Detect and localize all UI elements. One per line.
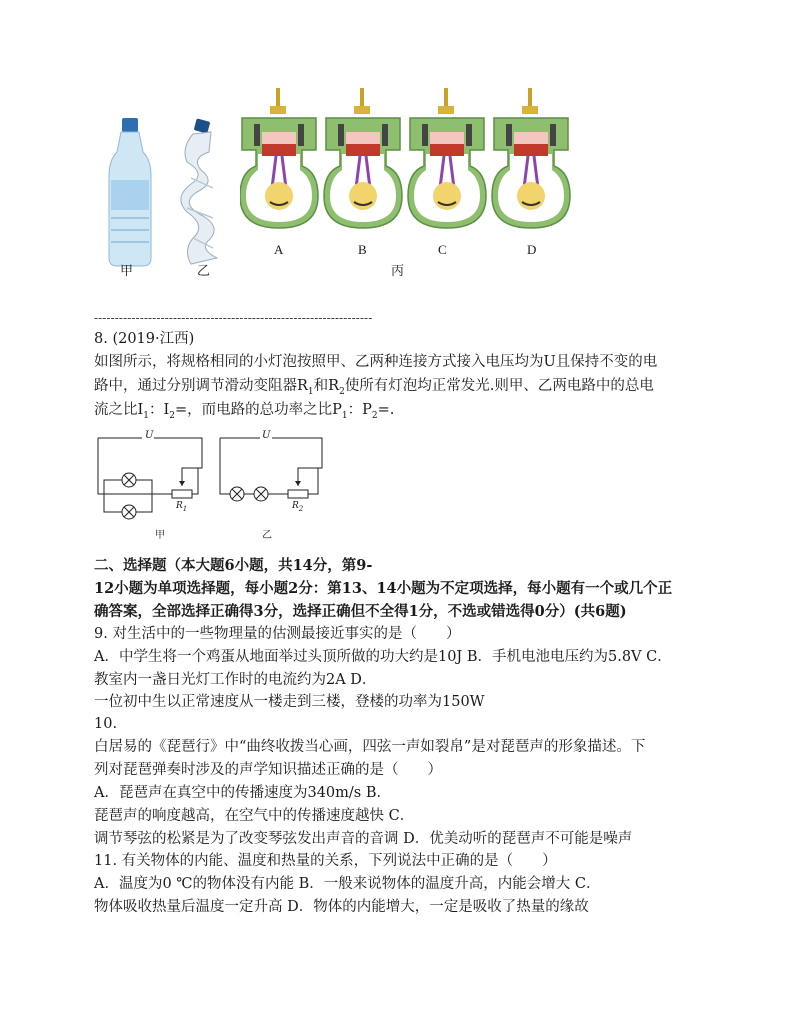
q8-line3-sub1: 1 bbox=[143, 410, 149, 421]
circuit-yi-r-label bbox=[292, 501, 303, 513]
q8-line3 bbox=[94, 398, 394, 428]
q8-line2-sub2: 2 bbox=[339, 386, 345, 397]
circuit-yi-r-sub: 2 bbox=[298, 504, 304, 513]
q8-line2-sub1: 1 bbox=[307, 386, 314, 397]
circuit-jia bbox=[94, 428, 206, 544]
caption-jia: 甲 bbox=[120, 263, 134, 278]
circuit-jia-r-label bbox=[176, 501, 187, 513]
q8-line3-d: ：P bbox=[347, 402, 372, 418]
q11-line3: 物体吸收热量后温度一定升高 D．物体的内能增大，一定是吸收了热量的缘故 bbox=[94, 899, 589, 915]
q8-line3-b: ：I bbox=[148, 402, 170, 418]
caption-yi: 乙 bbox=[197, 263, 211, 278]
section2-line3: 确答案，全部选择正确得3分，选择正确但不全得1分，不选或错选得0分）(共6题) bbox=[94, 603, 627, 620]
q8-line3-sub3: 1 bbox=[341, 410, 348, 421]
q10-line3: A．琵琶声在真空中的传播速度为340m/s B． bbox=[94, 785, 391, 801]
q10-line4: 琵琶声的响度越高，在空气中的传播速度越快 C． bbox=[94, 808, 415, 824]
circuit-jia-r-text: R bbox=[176, 501, 183, 511]
q10-line1: 白居易的《琵琶行》中“曲终收拨当心画，四弦一声如裂帛”是对琵琶声的形象描述。下 bbox=[94, 739, 646, 755]
circuit-jia-caption: 甲 bbox=[155, 530, 165, 541]
engine-strokes-image bbox=[240, 88, 580, 238]
engine-label-a: A bbox=[274, 242, 284, 257]
figure-top bbox=[95, 88, 595, 278]
separator-line: ------------------------------------------------------------------- bbox=[94, 311, 373, 325]
q8-line3-c: =，而电路的总功率之比P bbox=[174, 402, 342, 418]
q8-line3-sub2: 2 bbox=[169, 410, 175, 421]
circuit-yi-u-label: U bbox=[262, 430, 271, 441]
q9-stem: 9. 对生活中的一些物理量的估测最接近事实的是（ ） bbox=[94, 626, 461, 642]
q8-line3-sub4: 2 bbox=[371, 410, 378, 421]
q11-line2: A．温度为0 ℃的物体没有内能 B．一般来说物体的温度升高，内能会增大 C． bbox=[94, 876, 601, 892]
q8-line3-a: 流之比I bbox=[94, 402, 144, 418]
q9-line2: A．中学生将一个鸡蛋从地面举过头顶所做的功大约是10J B．手机电池电压约为5.8V C． bbox=[94, 649, 672, 665]
q10-line5: 调节琴弦的松紧是为了改变琴弦发出声音的音调 D．优美动听的琵琶声不可能是噪声 bbox=[94, 831, 633, 847]
section2-line2: 12小题为单项选择题，每小题2分：第13、14小题为不定项选择，每小题有一个或几个正 bbox=[94, 580, 673, 597]
q8-line1: 如图所示，将规格相同的小灯泡按照甲、乙两种连接方式接入电压均为U且保持不变的电 bbox=[94, 354, 658, 370]
q8-header: 8. (2019·江西) bbox=[94, 331, 195, 347]
q9-line4: 一位初中生以正常速度从一楼走到三楼，登楼的功率为150W bbox=[94, 694, 485, 710]
circuit-yi-caption: 乙 bbox=[262, 530, 272, 541]
q8-line3-e: =. bbox=[377, 402, 395, 418]
circuit-diagrams bbox=[94, 428, 324, 544]
section2-line1: 二、选择题（本大题6小题，共14分，第9- bbox=[94, 557, 373, 574]
bottle-full-image bbox=[105, 118, 155, 268]
q8-line2-a: 路中，通过分别调节滑动变阻器R bbox=[94, 378, 308, 394]
q10-number: 10. bbox=[94, 716, 118, 732]
q8-line2-b: 和R bbox=[313, 378, 340, 394]
q8-line2-c: 使所有灯泡均正常发光.则甲、乙两电路中的总电 bbox=[344, 378, 654, 394]
caption-bing: 丙 bbox=[391, 263, 405, 278]
q9-line3: 教室内一盏日光灯工作时的电流约为2A D． bbox=[94, 672, 377, 688]
engine-label-d: D bbox=[527, 242, 537, 257]
engine-label-b: B bbox=[358, 242, 367, 257]
engine-label-c: C bbox=[438, 242, 447, 257]
q10-line2: 列对琵琶弹奏时涉及的声学知识描述正确的是（ ） bbox=[94, 762, 442, 778]
circuit-yi-r-text: R bbox=[292, 501, 299, 511]
q11-stem: 11. 有关物体的内能、温度和热量的关系，下列说法中正确的是（ ） bbox=[94, 853, 557, 869]
circuit-jia-u-label: U bbox=[145, 430, 154, 441]
bottle-crushed-image bbox=[173, 118, 233, 268]
circuit-jia-r-sub: 1 bbox=[182, 504, 188, 513]
